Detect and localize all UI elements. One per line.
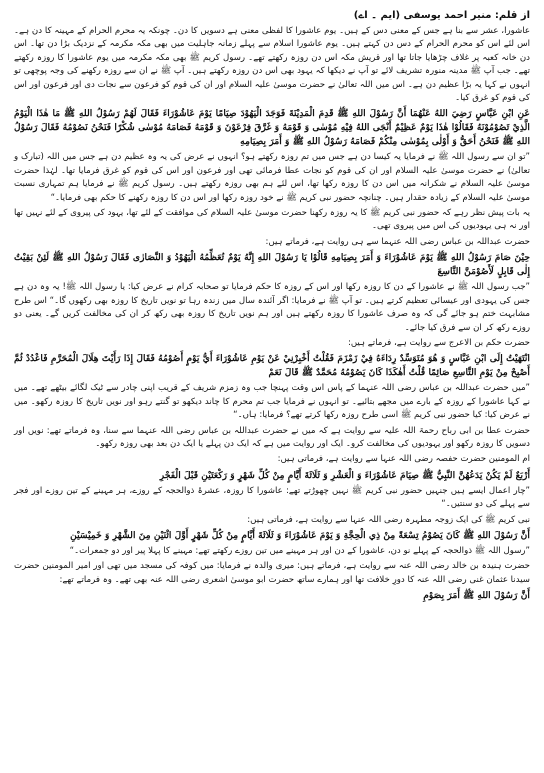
urdu-paragraph: حضرت عطا بن ابی رباح رحمۃ اللہ علیہ سے روایت ہے کہ میں نے حضرت عبداللہ بن عباس رضی اللہ عنہما سے سنا، وہ فرماتے تھے: نویں اور دسویں کا روزہ رکھو اور یہودیوں کی مخالفت کرو۔ ایک اور روایت میں ہے کہ ایک دن پہلے یا ایک دن بعد بھی روزہ رکھو۔ — [14, 425, 530, 449]
arabic-hadith-text: عَنِ ابْنِ عَبَّاسٍ رَضِيَ اللهُ عَنْهُمَا أَنَّ رَسُوْلَ اللهِ ﷺ قَدِمَ الْمَدِيْنَةَ فَوَجَدَ الْيَهُوْدَ صِيَامًا يَوْمَ عَاشُوْرَاءَ فَقَالَ لَهُمْ رَسُوْلُ اللهِ ﷺ مَا هٰذَا الْيَوْمُ الَّذِيْ تَصُوْمُوْنَهُ فَقَالُوْا هٰذَا يَوْمٌ عَظِيْمٌ أَنْجَى اللهُ فِيْهِ مُوْسٰى وَ قَوْمَهُ وَ غَرَّقَ فِرْعَوْنَ وَ قَوْمَهُ فَصَامَهُ مُوْسٰى شُكْرًا فَنَحْنُ نَصُوْمُهُ فَقَالَ رَسُوْلُ اللهِ ﷺ فَنَحْنُ أَحَقُّ وَ أَوْلٰى بِمُوْسٰى مِنْكُمْ فَصَامَهُ رَسُوْلُ اللهِ ﷺ وَ أَمَرَ بِصِيَامِهِ — [14, 108, 530, 148]
arabic-hadith-text: حِيْنَ صَامَ رَسُوْلُ اللهِ ﷺ يَوْمَ عَاشُوْرَاءَ وَ أَمَرَ بِصِيَامِهِ قَالُوْا يَا رَسُوْلَ اللهِ إِنَّهُ يَوْمٌ تُعَظِّمُهُ الْيَهُوْدُ وَ النَّصَارٰى فَقَالَ رَسُوْلُ اللهِ ﷺ لَئِنْ بَقِيْتُ إِلٰى قَابِلٍ لَأَصُوْمَنَّ التَّاسِعَ — [14, 252, 530, 278]
urdu-paragraph: ”تو ان سے رسول اللہ ﷺ نے فرمایا یہ کیسا دن ہے جس میں تم روزہ رکھتے ہو؟ انہوں نے عرض کی یہ وہ عظیم دن ہے جس میں اللہ (تبارک و تعالیٰ) نے حضرت موسیٰ علیہ السلام اور ان کی قوم کو نجات عطا فرمائی تھی اور فرعون اور اس کی قوم کو غرق فرمایا تھا۔ لہٰذا حضرت موسیٰ علیہ السلام نے شکرانہ میں اس دن کا روزہ رکھا تھا، اس لئے ہم بھی روزہ رکھتے ہیں۔ رسول کریم ﷺ نے فرمایا ہم تمہاری نسبت موسیٰ علیہ السلام کے زیادہ حقدار ہیں۔ چنانچہ حضور نبی کریم ﷺ نے خود روزہ رکھا اور اس دن کا روزہ رکھنے کا حکم بھی فرمایا۔“ — [14, 152, 530, 203]
urdu-paragraph: نبی کریم ﷺ کی ایک زوجہ مطہرہ رضی اللہ عنہا سے روایت ہے، فرماتی ہیں: — [247, 514, 530, 525]
arabic-hadith-text: أَرْبَعٌ لَمْ يَكُنْ يَدَعُهُنَّ النَّبِيُّ ﷺ صِيَامَ عَاشُوْرَاءَ وَ الْعَشْرِ وَ ثَلَاثَةَ أَيَّامٍ مِنْ كُلِّ شَهْرٍ وَ رَكْعَتَيْنِ قَبْلَ الْفَجْرِ — [159, 469, 530, 481]
urdu-paragraph: حضرت حکم بن الاعرج سے روایت ہے، فرماتے ہیں: — [347, 337, 530, 348]
arabic-hadith-text: انْتَهَيْتُ إِلَى ابْنِ عَبَّاسٍ وَ هُوَ مُتَوَسِّدٌ رِدَاءَهُ فِيْ زَمْزَمَ فَقُلْتُ أَخْبِرْنِيْ عَنْ يَوْمِ عَاشُوْرَاءَ أَيُّ يَوْمٍ أَصُوْمُهُ فَقَالَ إِذَا رَأَيْتَ هِلَالَ الْمُحَرَّمِ فَاعْدُدْ ثُمَّ أَصْبِحْ مِنْ يَوْمِ التَّاسِعِ صَائِمًا قُلْتُ أَهٰكَذَا كَانَ يَصُوْمُهُ مُحَمَّدٌ ﷺ قَالَ نَعَمْ — [14, 353, 530, 379]
urdu-paragraph: یہ بات پیش نظر رہے کہ حضور نبی کریم ﷺ کا یہ روزہ رکھنا حضرت موسیٰ علیہ السلام کی موافقت کے لئے تھا، یہود کی پیروی کے لئے نہیں تھا اور نہ ہی یہودیوں کی اس میں پیروی تھی۔ — [14, 208, 530, 232]
urdu-paragraph: ”میں حضرت عبداللہ بن عباس رضی اللہ عنہما کے پاس اس وقت پہنچا جب وہ زمزم شریف کے قریب اپنی چادر سے ٹیک لگائے بیٹھے تھے۔ میں نے کہا عاشورا کے روزہ کے بارے میں مجھے بتائیے۔ تو انہوں نے فرمایا جب تم محرم کا چاند دیکھو تو گنتے رہو اور نویں تاریخ کا روزہ رکھو۔ میں نے عرض کیا: کیا حضور نبی کریم ﷺ اسی طرح روزہ رکھا کرتے تھے؟ فرمایا: ہاں۔“ — [14, 383, 530, 421]
urdu-paragraph: ”چار اعمال ایسے ہیں جنہیں حضور نبی کریم ﷺ نہیں چھوڑتے تھے: عاشورا کا روزہ، عشرۂ ذوالحجہ کے روزے، ہر مہینے کے تین روزے اور فجر سے پہلے کی دو سنتیں۔“ — [14, 485, 530, 510]
urdu-paragraph: عاشورا، عشر سے بنا ہے جس کے معنی دس کے ہیں۔ یوم عاشورا کا لفظی معنی ہے دسویں کا دن۔ چونکہ یہ محرم الحرام کے مہینہ کا دن ہے۔ اس لئے اس کو محرم الحرام کے دس دن کہتے ہیں۔ یوم عاشورا اسلام سے پہلے زمانہ جاہلیت میں بھی مکہ مکرمہ کے نزدیک بڑا دن تھا۔ اس دن خانہ کعبہ پر غلاف چڑھایا جاتا تھا اور قریش مکہ اس دن روزہ رکھتے تھے۔ رسول کریم ﷺ بھی مکہ مکرمہ میں یوم عاشورا کا روزہ رکھتے تھے۔ جب آپ ﷺ مدینہ منورہ تشریف لائے تو آپ نے دیکھا کہ یہود بھی اس دن روزہ رکھتے ہیں۔ آپ ﷺ نے ان سے روزہ رکھنے کی وجہ پوچھی تو انہوں نے کہا یہ بڑا عظیم دن ہے۔ اس میں اللہ تعالیٰ نے حضرت موسیٰ علیہ السلام اور ان کی قوم کو فرعون سے نجات دی اور فرعون اور اس کی قوم کو غرق کیا۔ — [14, 26, 530, 104]
article-body — [14, 25, 530, 603]
urdu-paragraph: ”رسول اللہ ﷺ ذوالحجہ کے پہلے نو دن، عاشورا کے دن اور ہر مہینے میں تین روزے رکھتے تھے: مہینے کا پہلا پیر اور دو جمعرات۔“ — [69, 545, 530, 556]
urdu-paragraph: ام المومنین حضرت حفصہ رضی اللہ عنہا سے روایت ہے، فرماتی ہیں: — [277, 454, 530, 465]
urdu-paragraph: ”جب رسول اللہ ﷺ نے عاشورا کے دن کا روزہ رکھا اور اس کے روزہ کا حکم فرمایا تو صحابہ کرام نے عرض کیا: یا رسول اللہ ﷺ! یہ وہ دن ہے جس کی یہودی اور عیسائی تعظیم کرتے ہیں۔ تو آپ ﷺ نے فرمایا: اگر آئندہ سال میں زندہ رہا تو نویں تاریخ کا روزہ بھی رکھوں گا۔“ اس طرح مشابہت ختم ہو جائے گی کہ وہ صرف عاشورا کا روزہ رکھتے ہیں اور ہم نویں تاریخ کا روزہ بھی رکھ کر ان کی مخالفت کریں گے۔ یعنی دو روزے رکھ کر ان سے فرق کیا جائے۔ — [14, 282, 530, 333]
arabic-hadith-text: أَنَّ رَسُوْلَ اللهِ ﷺ أَمَرَ بِصَوْمِ — [423, 590, 530, 602]
author-byline: از قلم: منیر احمد یوسفی (ایم ۔ اے) — [353, 10, 530, 21]
urdu-paragraph: حضرت ہنیدہ بن خالد رضی اللہ عنہ سے روایت ہے، فرماتے ہیں: میری والدہ نے فرمایا: میں کوفہ کی مسجد میں تھی اور امیر المومنین حضرت سیدنا عثمان غنی رضی اللہ عنہ کا دورِ خلافت تھا اور ہمارے ساتھ حضرت ابو موسیٰ اشعری رضی اللہ عنہ بھی تھے۔ وہ فرماتے تھے: — [14, 561, 530, 585]
urdu-paragraph: حضرت عبداللہ بن عباس رضی اللہ عنہما سے ہی روایت ہے، فرماتے ہیں: — [265, 236, 530, 247]
arabic-hadith-text: أَنَّ رَسُوْلَ اللهِ ﷺ كَانَ يَصُوْمُ تِسْعَةً مِنْ ذِي الْحِجَّةِ وَ يَوْمَ عَاشُوْرَاءَ وَ ثَلَاثَةَ أَيَّامٍ مِنْ كُلِّ شَهْرٍ أَوَّلَ اثْنَيْنِ مِنَ الشَّهْرِ وَ خَمِيْسَيْنِ — [70, 529, 530, 541]
